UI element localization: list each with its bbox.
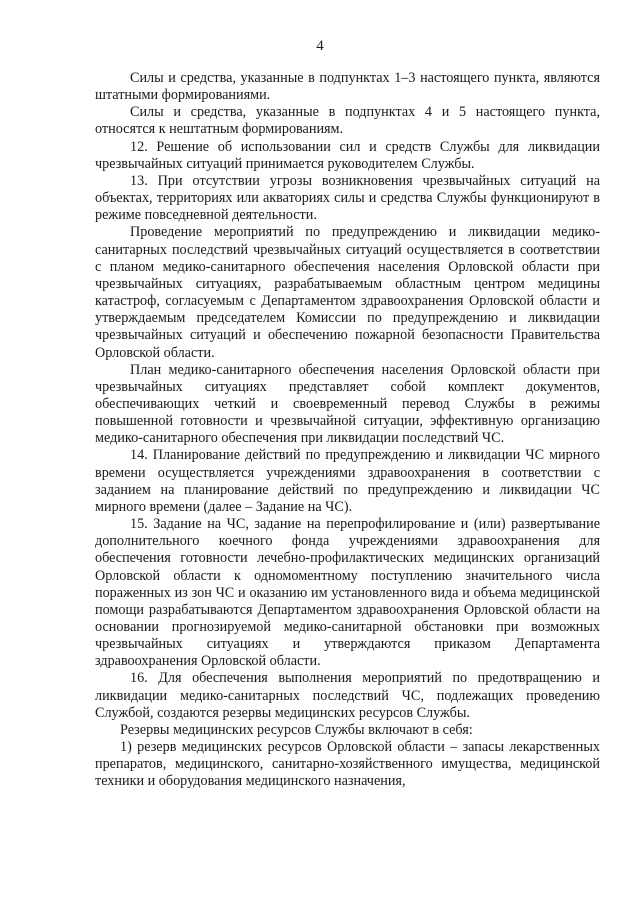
document-body bbox=[95, 70, 600, 791]
page-number: 4 bbox=[316, 38, 324, 54]
paragraph-item-15: 15. Задание на ЧС, задание на перепрофилирование и (или) развертывание дополнительного коечного фонда учреждениями здравоохранения для обеспечения готовности лечебно-профилактических медицинских организаций Орловской области к одномоментному поступлению значительного числа пораженных из зон ЧС и оказанию им установленного вида и объема медицинской помощи разрабатываются Департаментом здравоохранения Орловской области на основании прогнозируемой медико-санитарной обстановки при возможных чрезвычайных ситуациях и утверждаются приказом Департамента здравоохранения Орловской области. bbox=[95, 516, 600, 670]
paragraph-item-13: 13. При отсутствии угрозы возникновения чрезвычайных ситуаций на объектах, территориях или акваториях силы и средства Службы функционируют в режиме повседневной деятельности. bbox=[95, 172, 600, 224]
paragraph-item-12: 12. Решение об использовании сил и средств Службы для ликвидации чрезвычайных ситуаций принимается руководителем Службы. bbox=[95, 138, 600, 172]
paragraph-reserves-intro: Резервы медицинских ресурсов Службы включают в себя: bbox=[120, 721, 473, 738]
paragraph-staff-forces: Силы и средства, указанные в подпунктах 1–3 настоящего пункта, являются штатными формированиями. bbox=[95, 70, 600, 104]
paragraph-item-16: 16. Для обеспечения выполнения мероприятий по предотвращению и ликвидации медико-санитарных последствий ЧС, подлежащих проведению Службой, создаются резервы медицинских ресурсов Службы. bbox=[95, 670, 600, 721]
paragraph-reserve-1: 1) резерв медицинских ресурсов Орловской области – запасы лекарственных препаратов, медицинского, санитарно-хозяйственного имущества, медицинской техники и оборудования медицинского назначения, bbox=[95, 739, 600, 790]
paragraph-nonstaff-forces: Силы и средства, указанные в подпунктах 4 и 5 настоящего пункта, относятся к нештатным формированиям. bbox=[95, 104, 600, 138]
paragraph-item-14: 14. Планирование действий по предупреждению и ликвидации ЧС мирного времени осуществляется учреждениями здравоохранения в соответствии с заданием на планирование действий по предупреждению и ликвидации ЧС мирного времени (далее – Задание на ЧС). bbox=[95, 447, 600, 515]
paragraph-plan: План медико-санитарного обеспечения населения Орловской области при чрезвычайных ситуациях представляет собой комплект документов, обеспечивающих четкий и своевременный перевод Службы в режимы повышенной готовности и чрезвычайной ситуации, эффективную организацию медико-санитарного обеспечения при ликвидации последствий ЧС. bbox=[95, 361, 600, 447]
paragraph-measures: Проведение мероприятий по предупреждению и ликвидации медико-санитарных последствий чрезвычайных ситуаций осуществляется в соответствии с планом медико-санитарного обеспечения населения Орловской области при чрезвычайных ситуациях, разрабатываемым областным центром медицины катастроф, согласуемым с Департаментом здравоохранения Орловской области и утверждаемым председателем Комиссии по предупреждению и ликвидации чрезвычайных ситуаций и обеспечению пожарной безопасности Правительства Орловской области. bbox=[95, 224, 600, 361]
